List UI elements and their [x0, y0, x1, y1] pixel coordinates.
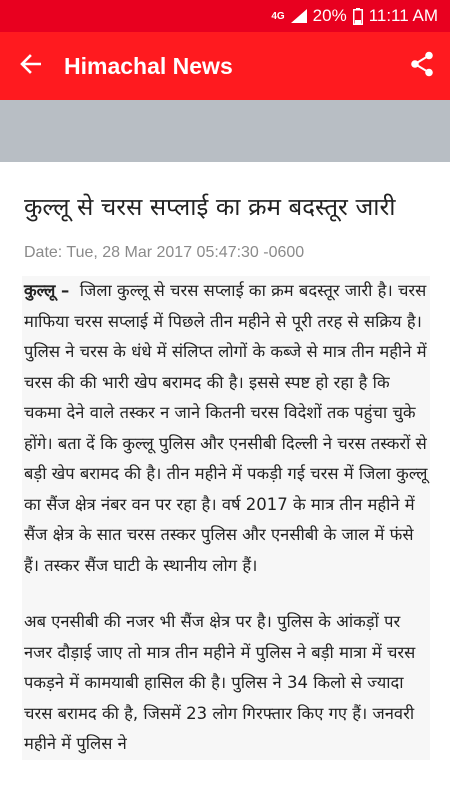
article-title: कुल्लू से चरस सप्लाई का क्रम बदस्तूर जारी: [24, 193, 396, 221]
article-paragraph: [24, 607, 430, 760]
battery-percent: 20%: [312, 6, 347, 25]
battery-icon: [353, 8, 363, 25]
share-button[interactable]: [394, 32, 450, 100]
article: [24, 188, 430, 786]
article-body: [22, 276, 430, 760]
article-date: Date: Tue, 28 Mar 2017 05:47:30 -0600: [24, 244, 305, 261]
article-lead: कुल्लू –: [24, 281, 70, 300]
back-button[interactable]: [0, 32, 60, 100]
clock: 11:11 AM: [368, 6, 438, 25]
status-bar: [0, 0, 450, 32]
app-bar: [0, 32, 450, 100]
network-type: 4G: [271, 10, 285, 22]
banner-placeholder: [0, 100, 450, 162]
paragraph-text: जिला कुल्लू से चरस सप्लाई का क्रम बदस्तूर जारी है। चरस माफिया चरस सप्लाई में पिछले तीन महीने से पूरी तरह से सक्रिय है। पुलिस ने चरस के धंधे में संलिप्त लोगों के कब्जे से मात्र तीन महीने में चरस की की भारी खेप बरामद की है। इससे स्पष्ट हो रहा है कि चकमा देने वाले तस्कर न जाने कितनी चरस विदेशों तक पहुंचा चुके होंगे। बता दें कि कुल्लू पुलिस और एनसीबी दिल्ली ने चरस तस्करों से बड़ी खेप बरामद की है। तीन महीने में पकड़ी गई चरस में जिला कुल्लू का सैंज क्षेत्र नंबर वन पर रहा है। वर्ष 2017 के मात्र तीन महीने में सैंज क्षेत्र के सात चरस तस्कर पुलिस और एनसीबी के जाल में फंसे हैं। तस्कर सैंज घाटी के स्थानीय लोग हैं।: [24, 281, 428, 575]
share-icon: [410, 51, 434, 81]
app-title: Himachal News: [64, 52, 233, 79]
article-paragraph: [24, 276, 430, 581]
signal-icon: [291, 9, 307, 23]
arrow-left-icon: [19, 53, 41, 79]
paragraph-text: अब एनसीबी की नजर भी सैंज क्षेत्र पर है। पुलिस के आंकड़ों पर नजर दौड़ाई जाए तो मात्र तीन महीने में पुलिस ने बड़ी मात्रा में चरस पकड़ने में कामयाबी हासिल की है। पुलिस ने 34 किलो से ज्यादा चरस बरामद की है, जिसमें 23 लोग गिरफ्तार किए गए हैं। जनवरी महीने में पुलिस ने: [24, 612, 416, 753]
